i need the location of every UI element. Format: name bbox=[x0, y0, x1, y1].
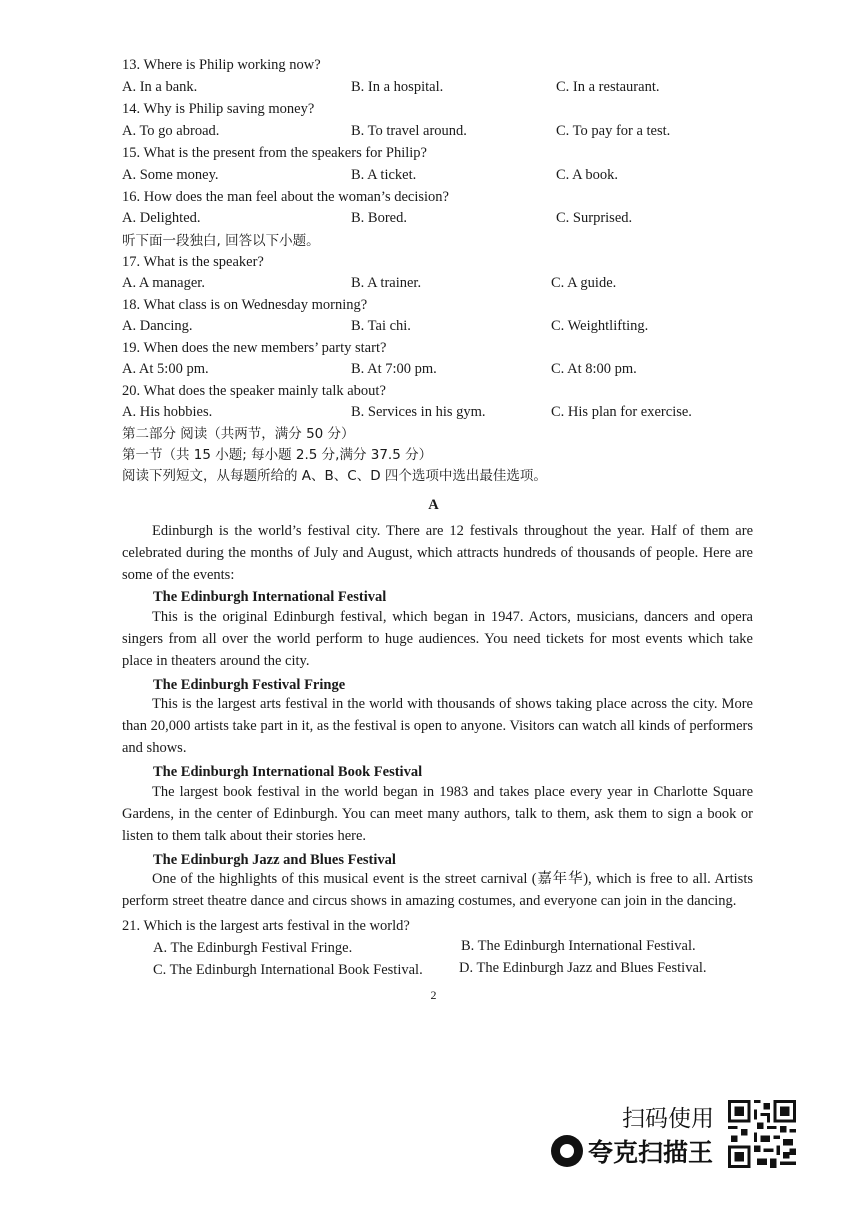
question-17: 17. What is the speaker? bbox=[122, 254, 264, 270]
option-c: C. A guide. bbox=[551, 275, 617, 291]
qr-code-icon bbox=[728, 1100, 796, 1168]
option-a: A. Dancing. bbox=[122, 318, 193, 334]
festival-text-body: The largest book festival in the world began in 1983 and takes place every year in Charlotte Square Gardens, in the center of Edinburgh. You can meet many authors, talk to them, ask them to sign a book or listen to them talk about their stories here. bbox=[122, 784, 753, 844]
option-c: C. At 8:00 pm. bbox=[551, 361, 637, 377]
option-a: A. Delighted. bbox=[122, 210, 201, 226]
option-a: A. Some money. bbox=[122, 167, 219, 183]
option-b: B. Bored. bbox=[351, 210, 407, 226]
passage-label: A bbox=[428, 497, 439, 513]
festival-heading: The Edinburgh International Book Festival bbox=[153, 764, 423, 780]
question-13: 13. Where is Philip working now? bbox=[122, 57, 321, 73]
option-a: A. To go abroad. bbox=[122, 123, 220, 139]
festival-text bbox=[122, 606, 753, 672]
festival-text bbox=[122, 868, 753, 912]
passage-intro-text: Edinburgh is the world’s festival city. There are 12 festivals throughout the year. Half of them are celebrated during the months of July and August, which attracts hundreds of thousands of people. Here are some of the events: bbox=[122, 523, 753, 583]
option-b: B. Services in his gym. bbox=[351, 404, 486, 420]
option-b: B. To travel around. bbox=[351, 123, 467, 139]
option-b: B. A ticket. bbox=[351, 167, 417, 183]
option-b: B. At 7:00 pm. bbox=[351, 361, 437, 377]
page-number: 2 bbox=[430, 988, 437, 1002]
festival-text-body: This is the largest arts festival in the world with thousands of shows taking place across the city. More than 20,000 artists take part in it, as the festival is open to anyone. Visitors can watch all kinds of performers and shows. bbox=[122, 696, 753, 756]
option-a: A. In a bank. bbox=[122, 79, 198, 95]
festival-text-body: One of the highlights of this musical event is the street carnival (嘉年华), which is free to all. Artists perform street theatre dance and circus shows in amazing costumes, and everyone can join in the dancing. bbox=[122, 871, 753, 909]
option-c: C. Weightlifting. bbox=[551, 318, 649, 334]
festival-heading: The Edinburgh Jazz and Blues Festival bbox=[153, 852, 396, 868]
monologue-instruction: 听下面一段独白, 回答以下小题。 bbox=[122, 233, 320, 249]
festival-text bbox=[122, 693, 753, 759]
reading-instruction: 阅读下列短文，从每题所给的 A、B、C、D 四个选项中选出最佳选项。 bbox=[122, 468, 547, 484]
option-c: C. His plan for exercise. bbox=[551, 404, 692, 420]
option-a: A. A manager. bbox=[122, 275, 205, 291]
scan-text: 扫码使用 bbox=[622, 1106, 714, 1132]
festival-text bbox=[122, 781, 753, 847]
question-19: 19. When does the new members’ party start? bbox=[122, 340, 387, 356]
question-18: 18. What class is on Wednesday morning? bbox=[122, 297, 368, 313]
option-a: A. His hobbies. bbox=[122, 404, 213, 420]
brand-name: 夸克扫描王 bbox=[588, 1138, 714, 1167]
option-b: B. The Edinburgh International Festival. bbox=[461, 938, 696, 954]
option-c: C. In a restaurant. bbox=[556, 79, 660, 95]
section1-title: 第一节（共 15 小题; 每小题 2.5 分,满分 37.5 分） bbox=[122, 447, 433, 463]
question-21: 21. Which is the largest arts festival in the world? bbox=[122, 918, 410, 934]
festival-text-body: This is the original Edinburgh festival, which began in 1947. Actors, musicians, dancers and opera singers from all over the world perform to huge audiences. You need tickets for most events which take place in theaters around the city. bbox=[122, 609, 753, 669]
festival-heading: The Edinburgh International Festival bbox=[153, 589, 387, 605]
option-a: A. At 5:00 pm. bbox=[122, 361, 209, 377]
question-20: 20. What does the speaker mainly talk about? bbox=[122, 383, 386, 399]
option-b: B. A trainer. bbox=[351, 275, 422, 291]
festival-heading: The Edinburgh Festival Fringe bbox=[153, 677, 346, 693]
option-c: C. The Edinburgh International Book Festival. bbox=[153, 962, 423, 978]
option-d: D. The Edinburgh Jazz and Blues Festival. bbox=[459, 960, 707, 976]
question-14: 14. Why is Philip saving money? bbox=[122, 101, 315, 117]
option-c: C. A book. bbox=[556, 167, 619, 183]
option-a: A. The Edinburgh Festival Fringe. bbox=[153, 940, 353, 956]
part2-title: 第二部分 阅读（共两节，满分 50 分） bbox=[122, 426, 355, 442]
option-c: C. Surprised. bbox=[556, 210, 633, 226]
option-c: C. To pay for a test. bbox=[556, 123, 671, 139]
passage-intro bbox=[122, 520, 753, 586]
brand-logo-icon bbox=[551, 1135, 583, 1167]
question-15: 15. What is the present from the speakers for Philip? bbox=[122, 145, 427, 161]
option-b: B. In a hospital. bbox=[351, 79, 444, 95]
option-b: B. Tai chi. bbox=[351, 318, 411, 334]
question-16: 16. How does the man feel about the woman’s decision? bbox=[122, 189, 449, 205]
